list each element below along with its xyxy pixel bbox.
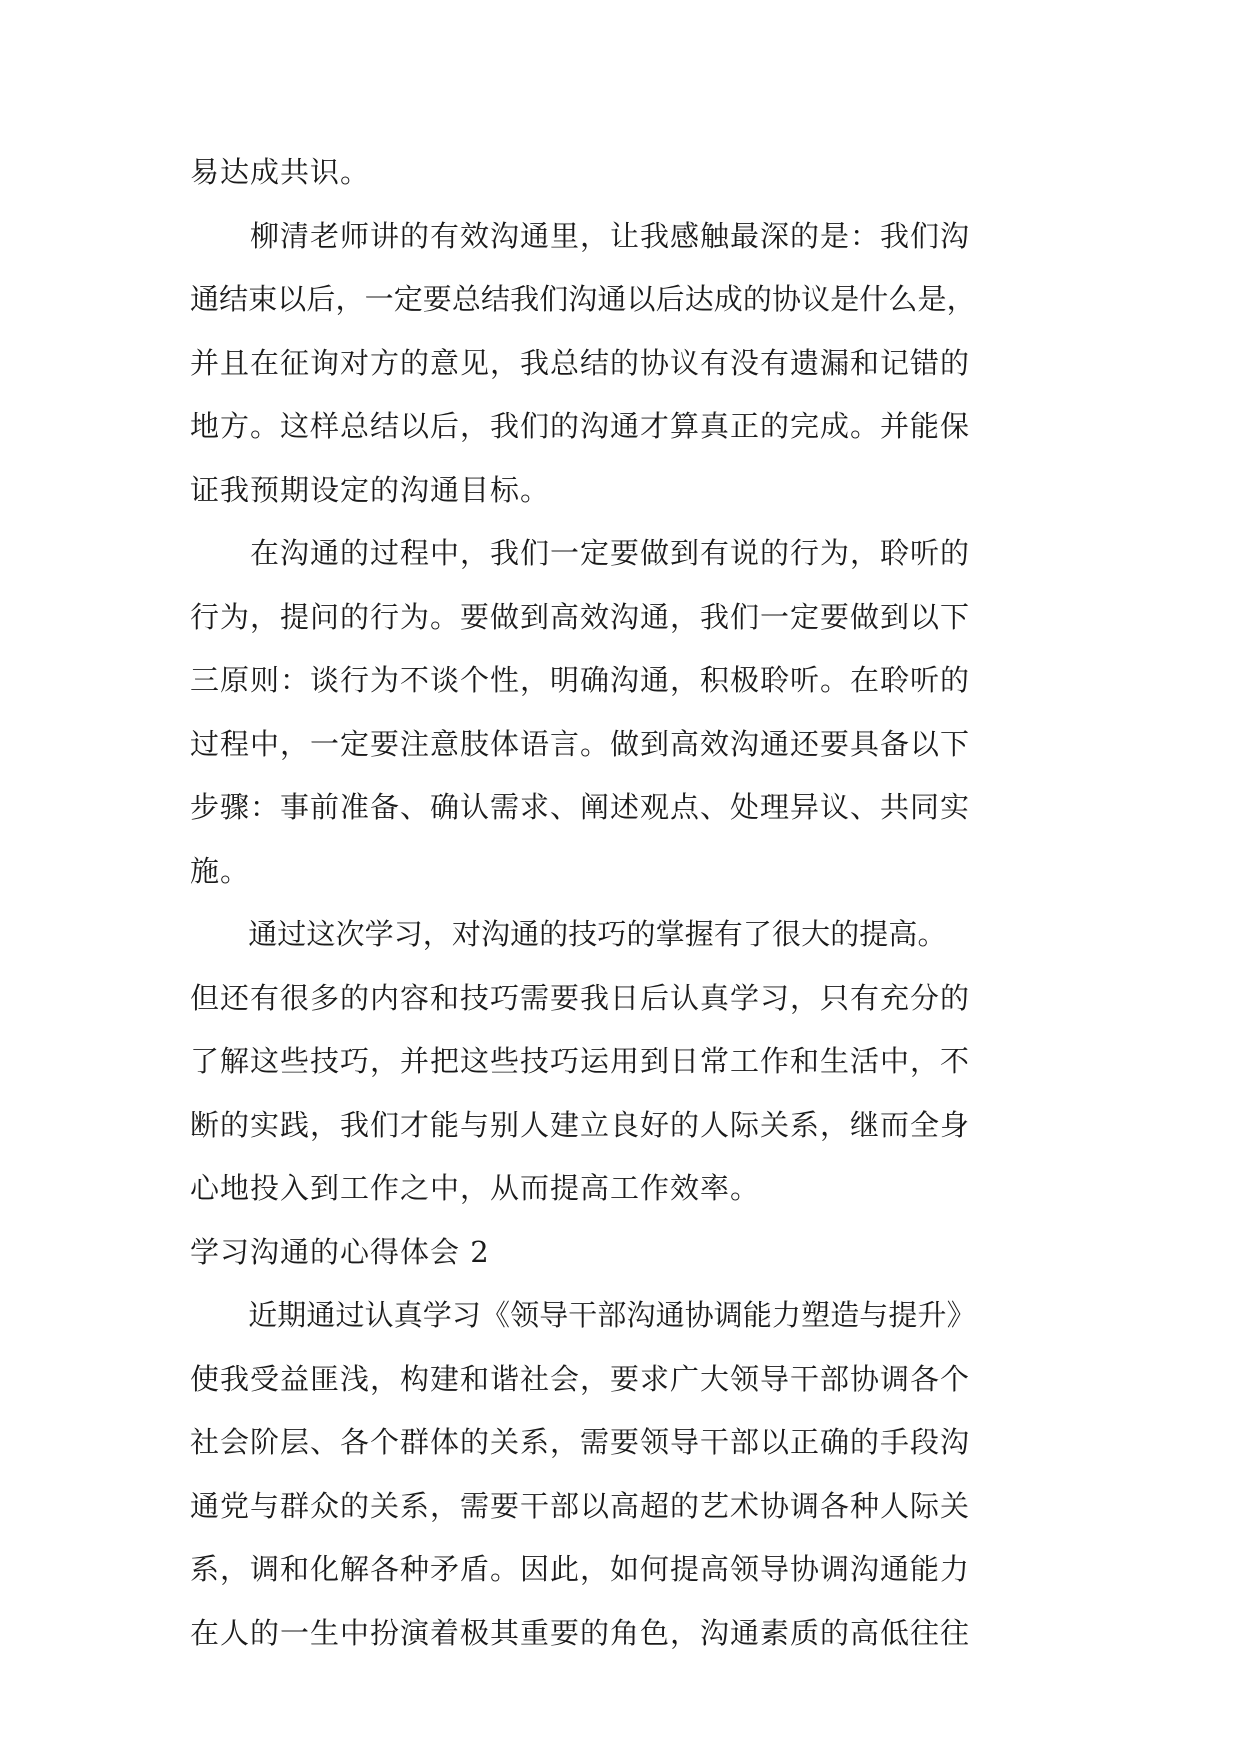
text-line: 但还有很多的内容和技巧需要我日后认真学习，只有充分的 <box>190 980 971 1015</box>
text-line: 通党与群众的关系，需要干部以高超的艺术协调各种人际关 <box>190 1488 971 1523</box>
section-heading: 学习沟通的心得体会 2 <box>190 1234 490 1269</box>
text-line: 地方。这样总结以后，我们的沟通才算真正的完成。并能保 <box>190 409 971 443</box>
text-line: 过程中，一定要注意肢体语言。做到高效沟通还要具备以下 <box>190 726 971 761</box>
text-line: 系，调和化解各种矛盾。因此，如何提高领导协调沟通能力 <box>190 1552 971 1586</box>
document-body <box>190 153 1110 1677</box>
text-line: 在人的一生中扮演着极其重要的角色，沟通素质的高低往往 <box>190 1615 971 1650</box>
text-line: 心地投入到工作之中，从而提高工作效率。 <box>190 1171 761 1205</box>
text-line: 通结束以后，一定要总结我们沟通以后达成的协议是什么是， <box>190 282 976 316</box>
text-line: 施。 <box>190 853 251 888</box>
text-line: 易达成共识。 <box>190 155 371 189</box>
text-line: 并且在征询对方的意见，我总结的协议有没有遗漏和记错的 <box>190 345 971 380</box>
text-line: 断的实践，我们才能与别人建立良好的人际关系，继而全身 <box>190 1107 971 1142</box>
text-line: 三原则：谈行为不谈个性，明确沟通，积极聆听。在聆听的 <box>190 663 971 697</box>
text-line: 证我预期设定的沟通目标。 <box>190 472 551 507</box>
text-line: 了解这些技巧，并把这些技巧运用到日常工作和生活中，不 <box>190 1044 971 1078</box>
text-line: 通过这次学习，对沟通的技巧的掌握有了很大的提高。 <box>190 917 947 951</box>
text-line: 柳清老师讲的有效沟通里，让我感触最深的是：我们沟 <box>190 218 971 253</box>
text-line: 行为，提问的行为。要做到高效沟通，我们一定要做到以下 <box>190 599 971 634</box>
text-line: 社会阶层、各个群体的关系，需要领导干部以正确的手段沟 <box>190 1425 971 1459</box>
text-line: 在沟通的过程中，我们一定要做到有说的行为，聆听的 <box>190 536 971 570</box>
text-line: 使我受益匪浅，构建和谐社会，要求广大领导干部协调各个 <box>190 1361 971 1396</box>
text-line: 近期通过认真学习《领导干部沟通协调能力塑造与提升》 <box>190 1298 976 1332</box>
text-line: 步骤：事前准备、确认需求、阐述观点、处理异议、共同实 <box>190 790 971 824</box>
